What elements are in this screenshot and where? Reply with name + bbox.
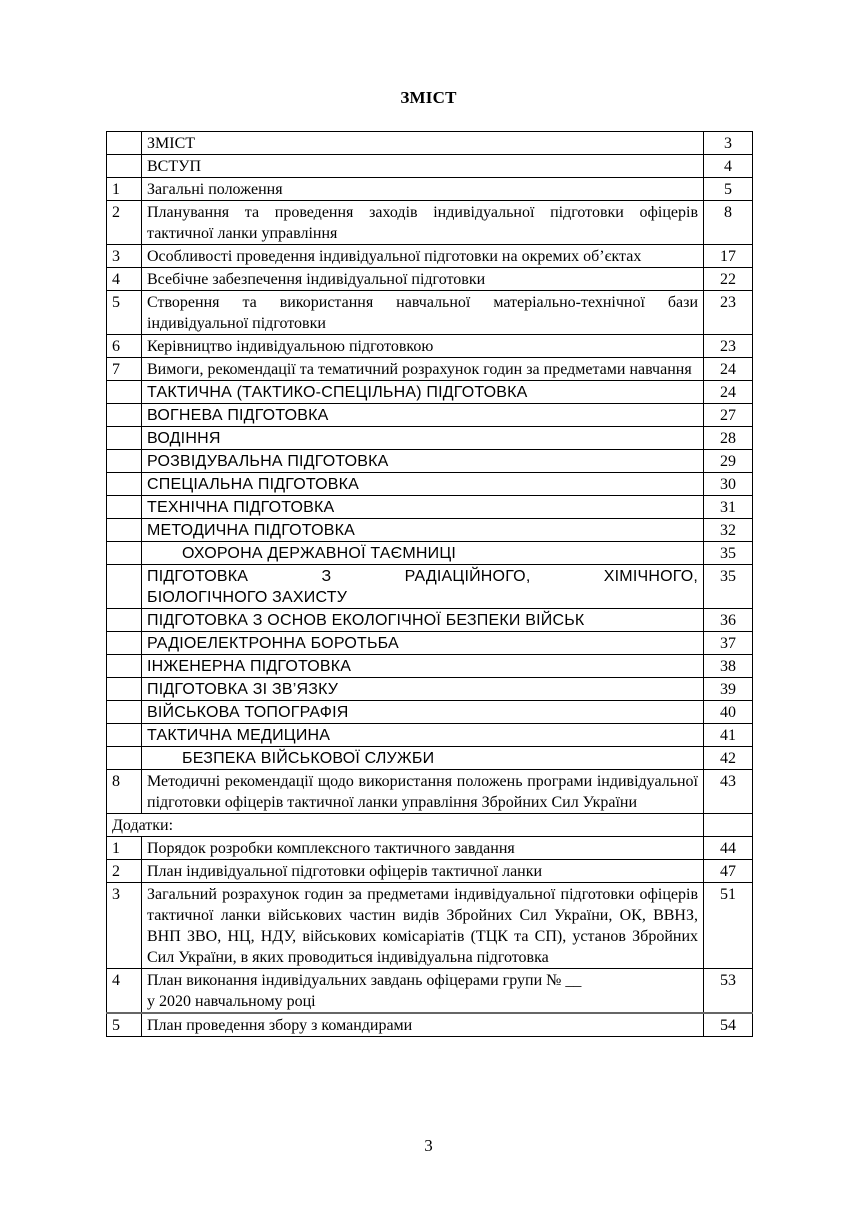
row-number xyxy=(107,609,142,632)
table-row xyxy=(107,609,753,632)
row-title-line-1: План виконання індивідуальних завдань офіцерами групи № __ xyxy=(147,972,582,989)
row-title: ОХОРОНА ДЕРЖАВНОЇ ТАЄМНИЦІ xyxy=(142,542,704,565)
row-title: ТАКТИЧНА (ТАКТИКО-СПЕЦІЛЬНА) ПІДГОТОВКА xyxy=(142,381,704,404)
table-row xyxy=(107,814,753,837)
row-number xyxy=(107,565,142,609)
row-number: 4 xyxy=(107,969,142,1014)
row-number xyxy=(107,542,142,565)
row-title-line-2: у 2020 навчальному році xyxy=(147,993,316,1010)
row-number xyxy=(107,496,142,519)
row-page: 28 xyxy=(704,427,753,450)
row-title: РОЗВІДУВАЛЬНА ПІДГОТОВКА xyxy=(142,450,704,473)
row-page: 27 xyxy=(704,404,753,427)
row-number xyxy=(107,427,142,450)
row-title: ВІЙСЬКОВА ТОПОГРАФІЯ xyxy=(142,701,704,724)
row-title: План індивідуальної підготовки офіцерів тактичної ланки xyxy=(142,860,704,883)
row-number: 4 xyxy=(107,268,142,291)
row-page: 37 xyxy=(704,632,753,655)
table-row xyxy=(107,883,753,969)
row-page: 35 xyxy=(704,565,753,609)
row-page: 51 xyxy=(704,883,753,969)
row-title: ВСТУП xyxy=(142,155,704,178)
row-number xyxy=(107,632,142,655)
row-page: 53 xyxy=(704,969,753,1014)
table-row xyxy=(107,268,753,291)
page-number: 3 xyxy=(424,1136,433,1155)
row-title: РАДІОЕЛЕКТРОННА БОРОТЬБА xyxy=(142,632,704,655)
row-page: 17 xyxy=(704,245,753,268)
row-page: 41 xyxy=(704,724,753,747)
row-page: 24 xyxy=(704,381,753,404)
row-page: 36 xyxy=(704,609,753,632)
row-number xyxy=(107,155,142,178)
row-page: 30 xyxy=(704,473,753,496)
row-page: 22 xyxy=(704,268,753,291)
table-row xyxy=(107,701,753,724)
row-title: Загальний розрахунок годин за предметами індивідуальної підготовки офіцерів тактичної ланки військових частин видів Збройних Сил України, ОК, ВВНЗ, ВНП ЗВО, НЦ, НДУ, військових комісаріатів (ТЦК та СП), установ Збройних Сил України, в яких проводиться індивідуальна підготовка xyxy=(142,883,704,969)
row-title: БЕЗПЕКА ВІЙСЬКОВОЇ СЛУЖБИ xyxy=(142,747,704,770)
row-page: 35 xyxy=(704,542,753,565)
table-row xyxy=(107,860,753,883)
row-title: ТАКТИЧНА МЕДИЦИНА xyxy=(142,724,704,747)
table-row xyxy=(107,291,753,335)
table-row xyxy=(107,201,753,245)
row-number: 5 xyxy=(107,291,142,335)
row-title xyxy=(142,969,704,1014)
row-page: 31 xyxy=(704,496,753,519)
table-row xyxy=(107,178,753,201)
row-title: Методичні рекомендації щодо використання положень програми індивідуальної підготовки офіцерів тактичної ланки управління Збройних Сил України xyxy=(142,770,704,814)
row-number xyxy=(107,132,142,155)
row-number: 6 xyxy=(107,335,142,358)
row-number: 3 xyxy=(107,245,142,268)
row-title: Особливості проведення індивідуальної підготовки на окремих об’єктах xyxy=(142,245,704,268)
row-number xyxy=(107,473,142,496)
table-row xyxy=(107,450,753,473)
row-page: 54 xyxy=(704,1013,753,1037)
table-row xyxy=(107,770,753,814)
row-page: 4 xyxy=(704,155,753,178)
table-row xyxy=(107,496,753,519)
row-number: 1 xyxy=(107,837,142,860)
table-row xyxy=(107,155,753,178)
row-title xyxy=(142,565,704,609)
row-title: Порядок розробки комплексного тактичного завдання xyxy=(142,837,704,860)
row-title: ТЕХНІЧНА ПІДГОТОВКА xyxy=(142,496,704,519)
row-number xyxy=(107,381,142,404)
row-page: 24 xyxy=(704,358,753,381)
row-page: 38 xyxy=(704,655,753,678)
row-title: ІНЖЕНЕРНА ПІДГОТОВКА xyxy=(142,655,704,678)
row-title: Керівництво індивідуальною підготовкою xyxy=(142,335,704,358)
table-row xyxy=(107,245,753,268)
table-row xyxy=(107,404,753,427)
row-title: ЗМІСТ xyxy=(142,132,704,155)
row-page: 43 xyxy=(704,770,753,814)
row-number: 7 xyxy=(107,358,142,381)
row-number xyxy=(107,701,142,724)
row-page: 39 xyxy=(704,678,753,701)
row-title: ВОГНЕВА ПІДГОТОВКА xyxy=(142,404,704,427)
row-title: Створення та використання навчальної матеріально-технічної бази індивідуальної підготовки xyxy=(142,291,704,335)
row-number xyxy=(107,519,142,542)
row-title-line-1: ПІДГОТОВКА З РАДІАЦІЙНОГО, ХІМІЧНОГО, xyxy=(147,568,698,585)
row-number: 2 xyxy=(107,860,142,883)
table-row xyxy=(107,724,753,747)
row-page: 3 xyxy=(704,132,753,155)
table-row xyxy=(107,565,753,609)
row-page: 44 xyxy=(704,837,753,860)
row-page: 42 xyxy=(704,747,753,770)
row-number: 3 xyxy=(107,883,142,969)
row-title-line-2: БІОЛОГІЧНОГО ЗАХИСТУ xyxy=(147,589,348,606)
row-title: Вимоги, рекомендації та тематичний розрахунок годин за предметами навчання xyxy=(142,358,704,381)
row-number xyxy=(107,747,142,770)
row-page: 5 xyxy=(704,178,753,201)
row-page: 23 xyxy=(704,335,753,358)
row-title: ПІДГОТОВКА З ОСНОВ ЕКОЛОГІЧНОЇ БЕЗПЕКИ ВІЙСЬК xyxy=(142,609,704,632)
row-title: СПЕЦІАЛЬНА ПІДГОТОВКА xyxy=(142,473,704,496)
row-page: 40 xyxy=(704,701,753,724)
table-row xyxy=(107,427,753,450)
row-page: 32 xyxy=(704,519,753,542)
table-row xyxy=(107,542,753,565)
row-number xyxy=(107,655,142,678)
table-row xyxy=(107,335,753,358)
row-page: 23 xyxy=(704,291,753,335)
row-title: ВОДІННЯ xyxy=(142,427,704,450)
appendices-heading: Додатки: xyxy=(107,814,704,837)
row-title: ПІДГОТОВКА ЗІ ЗВ’ЯЗКУ xyxy=(142,678,704,701)
row-number xyxy=(107,724,142,747)
row-number: 5 xyxy=(107,1013,142,1037)
row-number xyxy=(107,450,142,473)
table-row xyxy=(107,132,753,155)
row-number xyxy=(107,678,142,701)
row-title: Загальні положення xyxy=(142,178,704,201)
row-page: 29 xyxy=(704,450,753,473)
table-row xyxy=(107,381,753,404)
row-number: 2 xyxy=(107,201,142,245)
table-row xyxy=(107,519,753,542)
table-row xyxy=(107,632,753,655)
table-row xyxy=(107,969,753,1014)
row-page: 8 xyxy=(704,201,753,245)
table-row xyxy=(107,678,753,701)
row-page: 47 xyxy=(704,860,753,883)
row-number: 1 xyxy=(107,178,142,201)
table-of-contents xyxy=(106,131,753,1037)
row-title: Планування та проведення заходів індивідуальної підготовки офіцерів тактичної ланки управління xyxy=(142,201,704,245)
table-row xyxy=(107,1013,753,1037)
row-number: 8 xyxy=(107,770,142,814)
row-title: Всебічне забезпечення індивідуальної підготовки xyxy=(142,268,704,291)
row-page xyxy=(704,814,753,837)
table-row xyxy=(107,747,753,770)
row-title: План проведення збору з командирами xyxy=(142,1013,704,1037)
row-number xyxy=(107,404,142,427)
page-title: ЗМІСТ xyxy=(400,88,457,107)
table-row xyxy=(107,358,753,381)
table-row xyxy=(107,473,753,496)
row-title: МЕТОДИЧНА ПІДГОТОВКА xyxy=(142,519,704,542)
table-row xyxy=(107,655,753,678)
table-row xyxy=(107,837,753,860)
